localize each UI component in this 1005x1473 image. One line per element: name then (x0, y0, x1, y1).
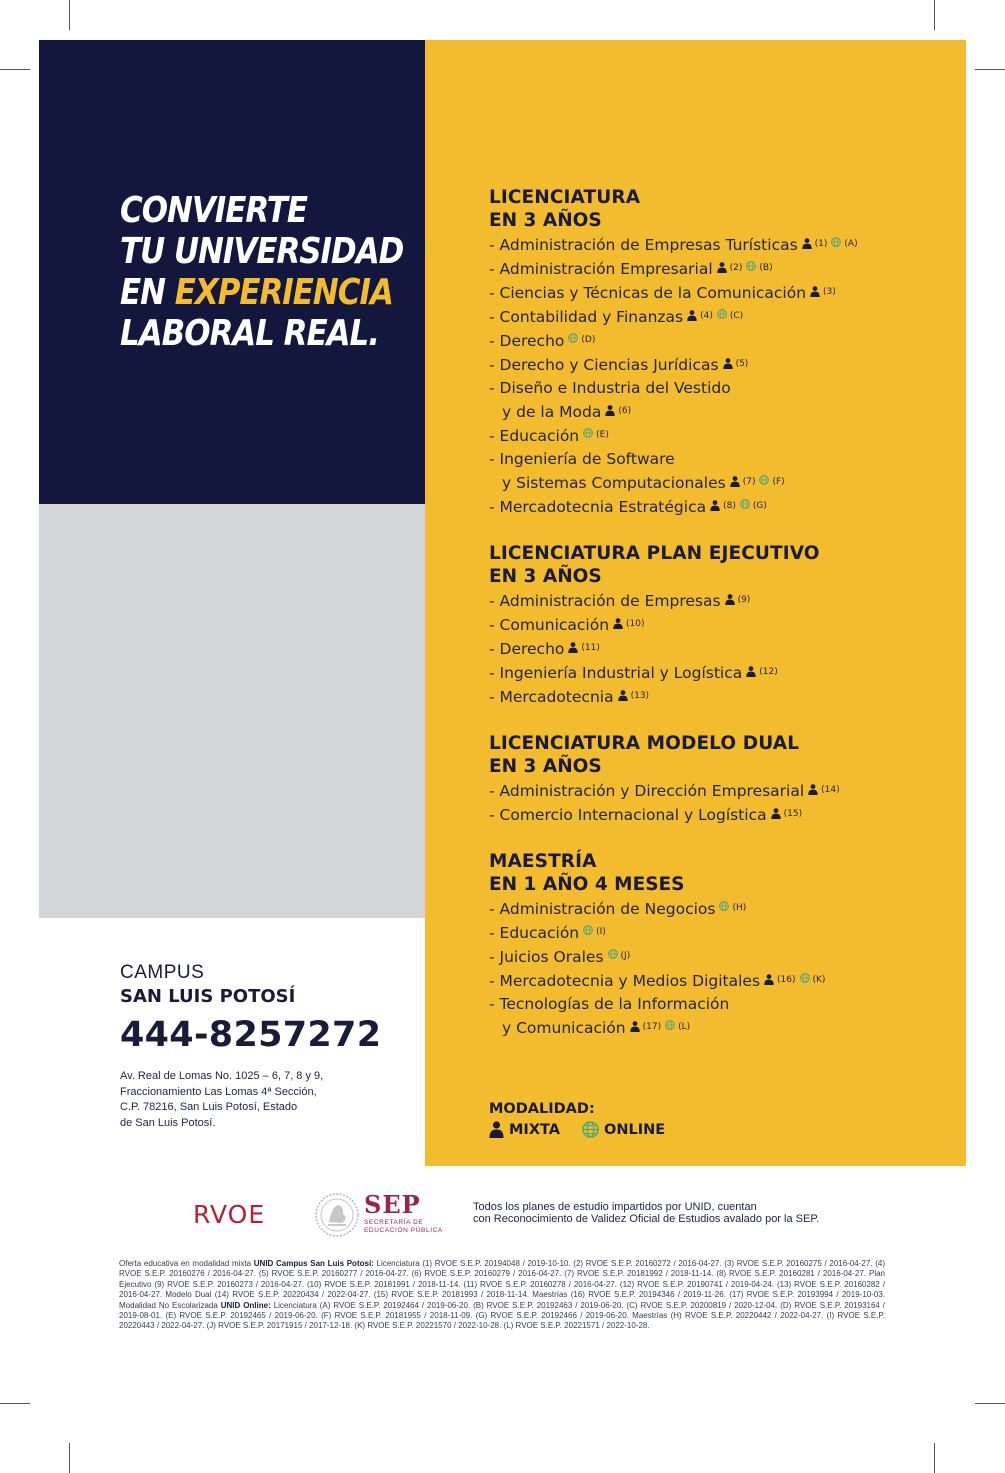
headline-line: TU UNIVERSIDAD (120, 231, 404, 272)
program-name: - Ingeniería Industrial y Logística (489, 664, 743, 682)
modalidad-title: MODALIDAD: (489, 1101, 595, 1117)
sep-subtitle: SECRETARÍA DE (364, 1219, 424, 1226)
person-icon (764, 974, 774, 985)
globe-icon (831, 237, 841, 247)
program-name: - Administración de Negocios (489, 900, 716, 918)
mixta-ref: (1) (814, 239, 828, 249)
headline-line: LABORAL REAL. (120, 313, 379, 354)
sep-logo (364, 1190, 443, 1234)
online-ref: (I) (596, 927, 606, 937)
program-item (489, 993, 949, 1040)
globe-icon (568, 333, 578, 343)
program-name-cont (489, 400, 949, 424)
mixta-ref: (2) (729, 263, 743, 273)
program-section (489, 732, 949, 827)
program-name: - Educación (489, 924, 580, 942)
program-name: - Administración y Dirección Empresarial (489, 782, 805, 800)
person-icon (717, 262, 727, 273)
person-icon (630, 1021, 640, 1032)
program-item (489, 233, 949, 257)
program-item (489, 685, 949, 709)
program-name-cont (489, 471, 949, 495)
headline (120, 190, 404, 354)
mixta-ref: (8) (723, 501, 736, 511)
program-name: - Derecho (489, 640, 565, 658)
globe-icon (583, 428, 593, 438)
program-item (489, 969, 949, 993)
section-title: MAESTRÍA (489, 851, 597, 872)
mixta-ref: (15) (783, 809, 803, 819)
program-name-line2: y Comunicación (502, 1019, 626, 1037)
program-item (489, 495, 949, 519)
programs-list (489, 186, 949, 1063)
modalidad-options (489, 1121, 687, 1138)
headline-line (120, 272, 393, 313)
online-ref: (A) (844, 239, 858, 249)
rvoe-note-line: Todos los planes de estudio impartidos por UNID, cuentan (473, 1201, 757, 1213)
online-ref: (H) (732, 903, 747, 913)
address-line: Av. Real de Lomas No. 1025 – 6, 7, 8 y 9, (120, 1070, 324, 1082)
program-name: - Ingeniería de Software (489, 450, 675, 468)
headline-highlight: EXPERIENCIA (174, 272, 393, 313)
program-list (489, 897, 949, 1040)
address (120, 1069, 420, 1131)
program-list (489, 779, 949, 827)
program-section (489, 542, 949, 709)
program-name: - Contabilidad y Finanzas (489, 308, 684, 326)
rvoe-note-line: con Reconocimiento de Validez Oficial de Estudios avalado por la SEP. (473, 1213, 820, 1225)
mixta-ref: (5) (735, 359, 749, 369)
program-name-cont (489, 1016, 949, 1040)
headline-text: EN (120, 272, 175, 313)
program-name: - Juicios Orales (489, 948, 604, 966)
person-icon (489, 1121, 504, 1138)
program-name: - Derecho (489, 332, 565, 350)
person-icon (605, 405, 615, 416)
program-name: - Tecnologías de la Información (489, 995, 730, 1013)
globe-icon (582, 1121, 599, 1138)
mixta-ref: (14) (821, 785, 840, 795)
program-section (489, 186, 949, 519)
program-item (489, 613, 949, 637)
globe-icon (717, 309, 727, 319)
mixta-ref: (10) (626, 619, 645, 629)
program-name: - Diseño e Industria del Vestido (489, 379, 731, 397)
program-item (489, 803, 949, 827)
person-icon (687, 310, 697, 321)
online-ref: (L) (678, 1022, 691, 1032)
mixta-ref: (4) (700, 311, 713, 321)
mixta-ref: (16) (777, 975, 796, 985)
mixta-ref: (17) (642, 1022, 662, 1032)
program-name-line2: y Sistemas Computacionales (502, 474, 726, 492)
program-name: - Comercio Internacional y Logística (489, 806, 767, 824)
section-subtitle: EN 3 AÑOS (489, 210, 602, 231)
program-item (489, 897, 949, 921)
program-item (489, 329, 949, 353)
fine-print-intro: Oferta educativa en modalidad mixta (119, 1259, 254, 1268)
grey-panel (39, 504, 425, 918)
crop-mark (975, 69, 1005, 70)
fine-print-campus: UNID Campus San Luis Potosí: (253, 1259, 374, 1268)
program-section (489, 850, 949, 1040)
program-name: - Mercadotecnia y Medios Digitales (489, 972, 761, 990)
person-icon (723, 358, 733, 369)
program-name: - Ciencias y Técnicas de la Comunicación (489, 284, 807, 302)
headline-line: CONVIERTE (120, 190, 308, 231)
program-item (489, 377, 949, 424)
program-name: - Comunicación (489, 616, 610, 634)
address-line: C.P. 78216, San Luis Potosí, Estado (120, 1101, 298, 1113)
phone-number[interactable]: 444-8257272 (120, 1015, 382, 1055)
person-icon (710, 500, 720, 511)
campus-name: SAN LUIS POTOSÍ (120, 986, 296, 1007)
person-icon (568, 642, 578, 653)
online-ref: (D) (581, 335, 596, 345)
section-title: LICENCIATURA MODELO DUAL (489, 733, 800, 754)
program-name: - Administración de Empresas Turísticas (489, 236, 798, 254)
crop-mark (69, 1443, 70, 1473)
program-item (489, 305, 949, 329)
program-name-line2: y de la Moda (502, 403, 602, 421)
program-list (489, 233, 949, 519)
program-item (489, 921, 949, 945)
program-item (489, 353, 949, 377)
online-ref: (C) (729, 311, 744, 321)
online-ref: (K) (812, 975, 826, 985)
sep-wordmark: SEP (364, 1190, 421, 1219)
crop-mark (69, 0, 70, 30)
program-item (489, 281, 949, 305)
person-icon (808, 784, 818, 795)
program-item (489, 589, 949, 613)
modalidad-mixta (489, 1121, 560, 1138)
crop-mark (0, 1403, 30, 1404)
fine-print-body: Licenciatura (A) RVOE S.E.P. 20192464 / 2019-06-20. (B) RVOE S.E.P. 20192463 / 2019-06-20. (C) RVOE S.E.P. 20200819 / 2020-12-04. (D) RVOE S.E.P. 20193164 / 2019-08-01. (E) RVOE S.E.P. 20192465 / 2019-06-20. (F) RVOE S.E.P. 20181955 / 2018-11-09. (G) RVOE S.E.P. 20192466 / 2019-06-20. Maestrías (H) RVOE S.E.P. 20220442 / 2022-04-27. (I) RVOE S.E.P. 20220443 / 2022-04-27. (J) RVOE S.E.P. 20171915 / 2017-12-18. (K) RVOE S.E.P. 20221570 / 2022-10-28. (L) RVOE S.E.P. 20221571 / 2022-10-28. (119, 1300, 886, 1331)
globe-icon (740, 499, 750, 509)
person-icon (618, 690, 628, 701)
address-line: Fraccionamiento Las Lomas 4ª Sección, (120, 1085, 317, 1098)
person-icon (730, 476, 740, 487)
section-title: LICENCIATURA (489, 187, 641, 208)
globe-icon (800, 973, 810, 983)
person-icon (725, 594, 735, 605)
program-name: - Mercadotecnia (489, 688, 614, 706)
online-ref: (G) (752, 501, 767, 511)
crop-mark (0, 69, 30, 70)
globe-icon (608, 949, 618, 959)
mixta-ref: (9) (737, 595, 751, 605)
campus-label: CAMPUS (120, 962, 205, 983)
person-icon (771, 808, 781, 819)
program-item (489, 448, 949, 495)
section-subtitle: EN 3 AÑOS (489, 756, 602, 777)
person-icon (802, 238, 812, 249)
fine-print (119, 1259, 885, 1332)
globe-icon (759, 475, 769, 485)
section-subtitle: EN 1 AÑO 4 MESES (489, 874, 685, 895)
mixta-ref: (3) (823, 287, 836, 297)
fine-print-online: UNID Online: (220, 1300, 271, 1310)
fine-print-body: Licenciatura (1) RVOE S.E.P. 20194048 / 2019-10-10. (2) RVOE S.E.P. 20160272 / 2016-04-27. (3) RVOE S.E.P. 20160275 / 2016-04-27. (4) RVOE S.E.P. 20160276 / 2016-04-27. (5) RVOE S.E.P. 20160277 / 2016-04-27. (6) RVOE S.E.P. 20160279 / 2016-04-27. (7) RVOE S.E.P. 20181992 / 2018-11-14. (8) RVOE S.E.P. 20160281 / 2016-04-27. Plan Ejecutivo (9) RVOE S.E.P. 20160273 / 2016-04-27. (10) RVOE S.E.P. 20181991 / 2018-11-14. (11) RVOE S.E.P. 20160278 / 2016-04-27. (12) RVOE S.E.P. 20190741 / 2019-04-24. (13) RVOE S.E.P. 20160282 / 2016-04-27. Modelo Dual (14) RVOE S.E.P. 20220434 / 2022-04-27. (15) RVOE S.E.P. 20181993 / 2018-11-14. Maestrías (16) RVOE S.E.P. 20194346 / 2019-11-26. (17) RVOE S.E.P. 20193994 / 2019-10-03. Modalidad No Escolarizada (119, 1259, 885, 1310)
program-item (489, 661, 949, 685)
modalidad-mixta-label: MIXTA (509, 1121, 560, 1138)
crop-mark (934, 0, 935, 30)
program-item (489, 424, 949, 448)
rvoe-note (473, 1201, 819, 1225)
program-name: - Administración Empresarial (489, 260, 713, 278)
globe-icon (746, 261, 756, 271)
program-item (489, 637, 949, 661)
mixta-ref: (6) (618, 406, 632, 416)
modalidad-online-label: ONLINE (604, 1121, 666, 1138)
program-item (489, 257, 949, 281)
section-title: LICENCIATURA PLAN EJECUTIVO (489, 543, 820, 564)
online-ref: (J) (620, 951, 631, 961)
campus-info (120, 962, 420, 1131)
program-name: - Educación (489, 427, 580, 445)
mixta-ref: (12) (759, 667, 778, 677)
program-item (489, 779, 949, 803)
sep-subtitle: EDUCACIÓN PÚBLICA (364, 1226, 443, 1234)
program-name: - Derecho y Ciencias Jurídicas (489, 356, 719, 374)
globe-icon (719, 901, 729, 911)
mexico-seal-icon (314, 1192, 360, 1238)
online-ref: (B) (759, 263, 773, 273)
crop-mark (934, 1443, 935, 1473)
online-ref: (F) (772, 477, 785, 487)
rvoe-logo: RVOE (193, 1200, 266, 1229)
person-icon (810, 286, 820, 297)
address-line: de San Luis Potosí. (120, 1116, 216, 1129)
globe-icon (665, 1020, 675, 1030)
program-list (489, 589, 949, 709)
online-ref: (E) (596, 430, 609, 440)
modalidad-online (582, 1121, 665, 1138)
person-icon (746, 666, 756, 677)
program-name: - Administración de Empresas (489, 592, 721, 610)
mixta-ref: (11) (581, 643, 600, 653)
mixta-ref: (7) (742, 477, 756, 487)
globe-icon (583, 925, 593, 935)
person-icon (613, 618, 623, 629)
section-subtitle: EN 3 AÑOS (489, 566, 602, 587)
crop-mark (975, 1403, 1005, 1404)
program-item (489, 945, 949, 969)
modalidad-legend (489, 1100, 687, 1138)
program-name: - Mercadotecnia Estratégica (489, 498, 707, 516)
mixta-ref: (13) (630, 691, 650, 701)
